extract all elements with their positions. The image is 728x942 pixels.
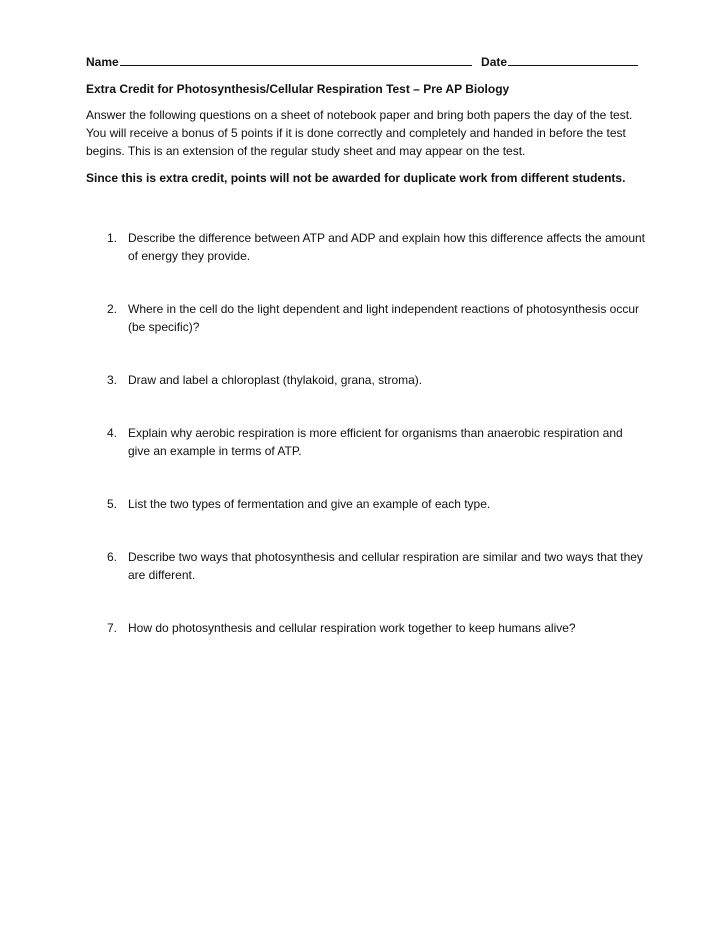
question-item [86, 548, 646, 584]
question-text: How do photosynthesis and cellular respiration work together to keep humans alive? [128, 621, 576, 635]
question-item [86, 424, 646, 460]
duplicate-work-notice: Since this is extra credit, points will not be awarded for duplicate work from different students. [86, 171, 626, 185]
name-label: Name [86, 55, 119, 69]
instructions-text: Answer the following questions on a sheet of notebook paper and bring both papers the day of the test. You will receive a bonus of 5 points if it is done correctly and completely and handed in before the test begins. This is an extension of the regular study sheet and may appear on the test. [86, 108, 633, 158]
question-number: 1. [107, 231, 118, 245]
question-item [86, 300, 646, 336]
name-blank-line [120, 52, 472, 66]
question-text: Describe the difference between ATP and ADP and explain how this difference affects the amount of energy they provide. [128, 231, 646, 263]
question-item [86, 495, 646, 513]
question-list [86, 229, 646, 637]
question-text: Draw and label a chloroplast (thylakoid, grana, stroma). [128, 373, 423, 387]
question-item [86, 229, 646, 265]
instructions-paragraph [86, 106, 646, 160]
question-number: 7. [107, 621, 118, 635]
question-text: Describe two ways that photosynthesis and cellular respiration are similar and two ways that they are different. [128, 550, 643, 582]
question-text: List the two types of fermentation and give an example of each type. [128, 497, 491, 511]
question-number: 3. [107, 373, 118, 387]
document-title: Extra Credit for Photosynthesis/Cellular Respiration Test – Pre AP Biology [86, 82, 510, 96]
question-number: 4. [107, 426, 118, 440]
question-number: 2. [107, 302, 118, 316]
name-date-row [86, 52, 644, 70]
date-label: Date [481, 55, 508, 69]
date-blank-line [508, 52, 638, 66]
question-item [86, 371, 646, 389]
question-text: Explain why aerobic respiration is more efficient for organisms than anaerobic respiration and give an example in terms of ATP. [128, 426, 623, 458]
question-number: 5. [107, 497, 118, 511]
question-item [86, 619, 646, 637]
question-text: Where in the cell do the light dependent and light independent reactions of photosynthesis occur (be specific)? [128, 302, 640, 334]
question-number: 6. [107, 550, 118, 564]
